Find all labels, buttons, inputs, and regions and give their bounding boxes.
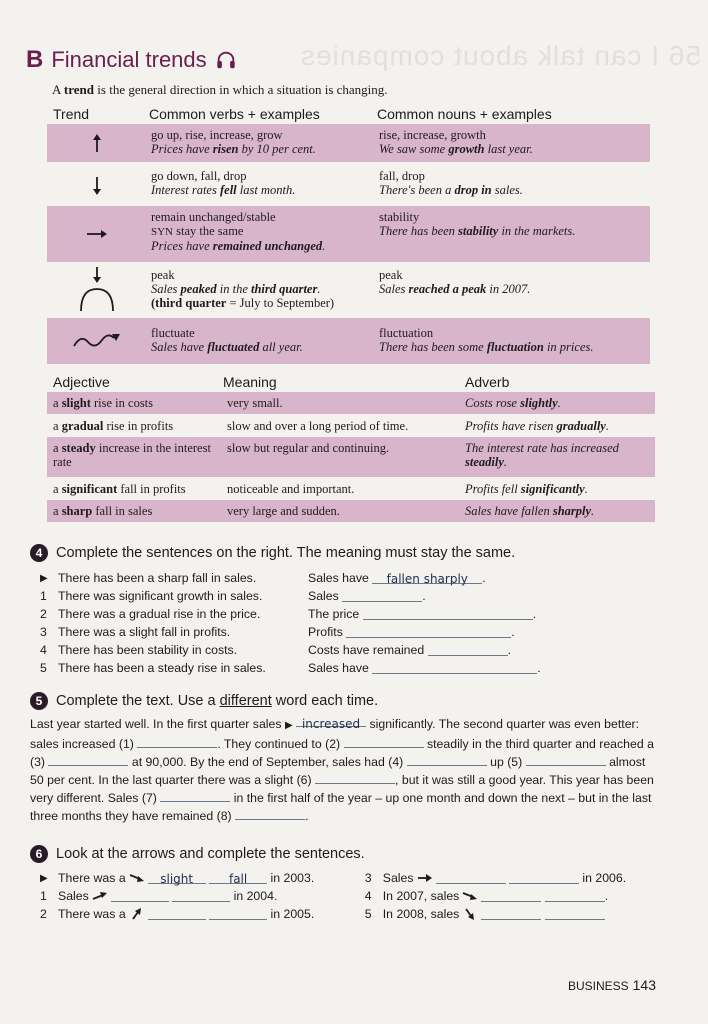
section-letter: B — [26, 46, 44, 73]
answer-field[interactable] — [344, 736, 424, 748]
answer-field[interactable] — [235, 808, 305, 820]
answer-field[interactable] — [526, 754, 606, 766]
fluctuate-icon — [72, 330, 122, 352]
exercise-item: 5 In 2008, sales — [365, 905, 660, 923]
verbs-example: Prices have risen by 10 per cent. — [151, 142, 316, 156]
verbs-example: Prices have remained unchanged. — [151, 239, 326, 253]
nouns-example: There's been a drop in sales. — [379, 183, 523, 197]
exercise-4-heading — [30, 544, 541, 562]
right-arrow-icon — [86, 228, 108, 240]
verbs-example: Interest rates fell last month. — [151, 183, 296, 197]
bleed-through-text: 56 I can talk about companies — [300, 40, 702, 71]
nouns-example: There has been some fluctuation in prices. — [379, 340, 594, 354]
exercise-item: 2 There was a gradual rise in the price. The price . — [40, 607, 537, 621]
header-meaning: Meaning — [223, 374, 277, 390]
nouns-text: fluctuation — [379, 326, 434, 340]
header-trend: Trend — [53, 106, 90, 122]
verbs-synonym: SYN stay the same — [151, 224, 244, 238]
header-adverb: Adverb — [465, 374, 510, 390]
exercise-item: 4 There has been stability in costs. Costs have remained . — [40, 643, 512, 657]
exercise-6-right-column — [345, 869, 660, 923]
adjective-row: a gradual rise in profits slow and over a long period of time. Profits have risen gradually. — [53, 418, 609, 433]
nouns-example: There has been stability in the markets. — [379, 224, 576, 238]
answer-field[interactable] — [481, 890, 541, 902]
answer-field[interactable] — [545, 890, 605, 902]
adjective-table — [47, 372, 655, 522]
slight-fall-arrow-icon — [129, 872, 145, 884]
verbs-text: peak — [151, 268, 175, 282]
section-title: Financial trends — [51, 47, 207, 72]
exercise-5-heading — [30, 692, 660, 710]
intro-text: A trend is the general direction in which a situation is changing. — [52, 82, 388, 97]
answer-field[interactable] — [148, 908, 206, 920]
footer-label: BUSINESS — [567, 979, 629, 993]
trend-row — [47, 124, 650, 162]
verbs-text: remain unchanged/stable — [151, 210, 276, 224]
exercise-item: 2 There was a in 2005. — [40, 907, 315, 921]
answer-field[interactable] — [509, 872, 579, 884]
answer-field[interactable] — [346, 626, 511, 638]
answer-field[interactable] — [481, 908, 541, 920]
exercise-instruction: Complete the sentences on the right. The meaning must stay the same. — [56, 545, 516, 561]
nouns-text: peak — [379, 268, 403, 282]
page-number: 143 — [632, 977, 656, 993]
answer-field[interactable]: fall — [209, 872, 267, 884]
header-verbs: Common verbs + examples — [149, 106, 320, 122]
answer-field[interactable]: slight — [148, 872, 206, 884]
trend-row — [47, 206, 650, 262]
answer-field[interactable] — [160, 790, 230, 802]
header-adjective: Adjective — [53, 374, 110, 390]
answer-field[interactable] — [407, 754, 487, 766]
verbs-example: Sales peaked in the third quarter. — [151, 282, 321, 296]
nouns-text: rise, increase, growth — [379, 128, 486, 142]
slight-fall-arrow-icon — [462, 890, 478, 902]
exercise-4-items — [40, 569, 541, 677]
page-footer — [568, 977, 656, 993]
header-nouns: Common nouns + examples — [377, 106, 552, 122]
adjective-row: a sharp fall in sales very large and sudden. Sales have fallen sharply. — [47, 500, 655, 522]
exercise-6 — [30, 845, 660, 923]
nouns-example: Sales reached a peak in 2007. — [379, 282, 531, 296]
nouns-text: stability — [379, 210, 420, 224]
exercise-number: 6 — [30, 845, 48, 863]
verbs-text: go up, rise, increase, grow — [151, 128, 283, 142]
answer-field[interactable]: increased — [296, 715, 366, 727]
trend-row — [47, 318, 650, 364]
verbs-text: go down, fall, drop — [151, 169, 247, 183]
exercise-number: 5 — [30, 692, 48, 710]
exercise-item: 3 Sales in 2006. — [364, 871, 627, 885]
answer-field[interactable] — [428, 644, 508, 656]
adjective-row: a significant fall in profits noticeable and important. Profits fell significantly. — [53, 481, 588, 496]
headphones-icon[interactable] — [215, 49, 237, 71]
verbs-example: Sales have fluctuated all year. — [151, 340, 303, 354]
adjective-row: a steady increase in the interest rate slow but regular and continuing. The interest rate has increased steadily. — [47, 437, 655, 477]
trend-table — [47, 104, 650, 364]
exercise-5 — [30, 692, 660, 825]
nouns-text: fall, drop — [379, 169, 425, 183]
exercise-item: 5 There has been a steady rise in sales. Sales have . — [40, 661, 541, 675]
verbs-text: fluctuate — [151, 326, 195, 340]
nouns-example: We saw some growth last year. — [379, 142, 533, 156]
exercise-4 — [30, 544, 541, 677]
trend-row — [47, 262, 650, 316]
sharp-fall-arrow-icon — [462, 908, 478, 920]
exercise-number: 4 — [30, 544, 48, 562]
exercise-6-left-column — [30, 869, 345, 923]
answer-field[interactable] — [172, 890, 230, 902]
stable-arrow-icon — [417, 872, 433, 884]
adjective-row: a slight rise in costs very small. Costs rose slightly. — [47, 392, 655, 414]
exercise-6-items — [30, 869, 660, 923]
exercise-instruction: Complete the text. Use a different word each time. — [56, 693, 379, 709]
answer-field[interactable] — [363, 608, 533, 620]
up-arrow-icon — [90, 133, 104, 153]
answer-field[interactable] — [545, 908, 605, 920]
answer-field[interactable] — [209, 908, 267, 920]
answer-field[interactable] — [48, 754, 128, 766]
answer-field[interactable] — [342, 590, 422, 602]
exercise-instruction: Look at the arrows and complete the sentences. — [56, 846, 365, 862]
trend-table-header — [47, 104, 650, 124]
exercise-6-heading — [30, 845, 660, 863]
section-header — [26, 46, 237, 74]
exercise-item: 4 In 2007, sales . — [364, 889, 609, 903]
answer-field[interactable] — [315, 772, 395, 784]
trend-row — [47, 162, 650, 206]
answer-field[interactable] — [436, 872, 506, 884]
answer-field[interactable] — [137, 736, 217, 748]
exercise-5-text: Last year started well. In the first quarter sales ▶ increased significantly. The second quarter was even better: sales increased (1) . They continued to (2) steadily in the third quarter and reached a (3) at 90,000. By the end of September, sales had (4) up (5) almost 50 per cent. In the last quarter there was a slight (6) , but it was still a good year. This year has been very different. Sales (7) in the first half of the year – up one month and down the next – but in the last three months they have remained (8) . — [30, 717, 654, 823]
verbs-note: (third quarter = July to September) — [151, 296, 335, 310]
exercise-item: ▶ There was a slight fall in 2003. — [40, 871, 315, 886]
peak-icon — [77, 265, 117, 315]
exercise-item: 1 Sales in 2004. — [40, 889, 278, 903]
exercise-item: 3 There was a slight fall in profits. Profits . — [40, 625, 515, 639]
exercise-item: ▶ There has been a sharp fall in sales. Sales have fallen sharply . — [40, 571, 486, 586]
answer-field[interactable] — [372, 662, 537, 674]
exercise-item: 1 There was significant growth in sales. Sales . — [40, 589, 426, 603]
answer-field[interactable] — [111, 890, 169, 902]
down-arrow-icon — [90, 176, 104, 196]
adjective-table-header — [47, 372, 655, 392]
answer-field[interactable]: fallen sharply — [372, 572, 482, 584]
slight-rise-arrow-icon — [92, 890, 108, 902]
sharp-rise-arrow-icon — [129, 908, 145, 920]
